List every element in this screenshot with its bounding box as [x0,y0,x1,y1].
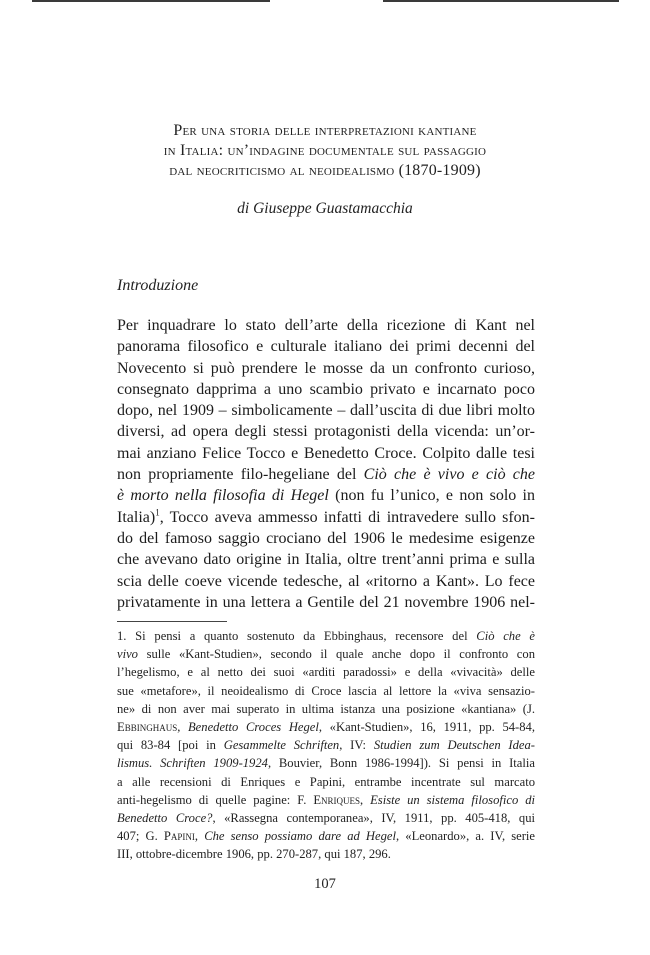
title-line-2: in Italia: un’indagine documentale sul passaggio [163,142,487,159]
author-name-smallcaps: Papini [163,829,195,844]
footnote-line [117,736,535,754]
body-line: do del famoso saggio crociano del 1906 le medesime esigenze [117,529,535,547]
footnote-text: , «Kant-Studien», 16, 1911, pp. 54-84, [318,720,535,735]
footnote-line: a alle recensioni di Enriques e Papini, entrambe incentrate sul marcato [117,774,535,789]
header-rule-left [32,0,270,2]
footnote-text: , [194,829,205,844]
footnote-line [117,718,535,736]
footnote-line [117,827,535,845]
body-line: mai anziano Felice Tocco e Benedetto Croce. Colpito dalle tesi [117,444,535,462]
footnote-italic: Che senso possiamo dare ad Hegel [204,829,396,844]
header-rule-right [383,0,619,2]
footnote-line: ne» di non aver mai superato in ultima istanza una posizione «kantiana» (J. [117,701,535,716]
footnote-text: , IV: [339,738,374,753]
footnote-text: , «Rassegna contemporanea», IV, 1911, pp. 405-418, qui [212,811,535,826]
footnote-italic: vivo [117,647,138,662]
body-line [117,485,535,506]
footnote-italic: lismus. Schriften 1909-1924 [117,756,268,771]
body-line: panorama filosofico e culturale italiano dei primi decenni del [117,338,535,356]
footnote-italic: Benedetto Croce? [117,811,213,826]
footnote-italic: Ciò che è [476,629,535,643]
title-line-1: Per una storia delle interpretazioni kantiane [173,122,477,139]
page-number: 107 [314,876,336,892]
footnote-line [117,645,535,663]
body-text-segment: Italia) [117,508,156,526]
book-title-italic: Ciò che è vivo e ciò che [363,466,536,484]
footnote-text: , Bouvier, Bonn 1986-1994]). Si pensi in Italia [267,756,535,771]
footnote-text: anti-hegelismo di quelle pagine: F. [117,792,314,807]
footnote-1 [117,627,535,864]
body-line: Per inquadrare lo stato dell’arte della ricezione di Kant nel [117,317,535,334]
article-title [100,121,550,181]
article-author: di Giuseppe Guastamacchia [237,200,413,217]
footnote-line [117,627,535,645]
body-line: diversi, ad opera degli stessi protagonisti della vicenda: un’or- [117,423,535,441]
body-line: consegnato dapprima a uno scambio privato e incarnato poco [117,380,535,398]
footnote-line: sue «metafore», il neoidealismo di Croce lascia al lettore la «viva sensazio- [117,683,535,698]
footnote-separator [117,621,227,622]
footnote-text: sulle «Kant-Studien», secondo il quale anche dopo il confronto con [137,647,535,662]
body-text-segment: non propriamente filo-hegeliane del [117,466,364,484]
body-line: dopo, nel 1909 – simbolicamente – dall’uscita di due libri molto [117,402,535,420]
footnote-reference: 1 [155,507,160,518]
footnote-text: 407; G. [117,829,164,844]
body-paragraph [117,315,535,613]
book-title-italic: è morto nella filosofia di Hegel [117,487,329,505]
footnote-text: Si pensi a quanto sostenuto da Ebbinghaus, recensore del [135,629,477,643]
body-line: che avevano dato origine in Italia, oltre trent’anni prima e sulla [117,551,535,569]
body-line [117,507,535,528]
footnote-text: , «Leonardo», a. IV, serie [396,829,535,844]
footnote-italic: Esiste un sistema filosofico di [370,792,535,807]
body-text-segment: , Tocco aveva ammesso infatti di intravedere sullo sfon- [159,508,535,526]
footnote-line [117,791,535,809]
footnote-italic: , Benedetto Croces Hegel [177,720,319,735]
body-line: scia delle coeve vicende tedesche, al «ritorno a Kant». Lo fece [117,572,535,590]
footnote-italic: Studien zum Deutschen Idea- [373,738,535,753]
footnote-line [117,809,535,827]
footnote-line: l’hegelismo, e al netto dei suoi «arditi paradossi» e della «vivacità» delle [117,665,535,680]
footnote-number: 1. [117,629,127,643]
footnote-italic: Gesammelte Schriften [223,738,340,753]
section-heading: Introduzione [117,277,199,294]
footnote-line: III, ottobre-dicembre 1906, pp. 270-287, qui 187, 296. [117,847,391,862]
title-line-3: dal neocriticismo al neoidealismo (1870-1909) [169,162,481,179]
body-line: privatamente in una lettera a Gentile del 21 novembre 1906 nel- [117,593,535,611]
body-line [117,464,535,485]
body-line: Novecento si può prendere le mosse da un confronto curioso, [117,359,535,377]
body-text-segment: (non fu l’unico, e non solo in [328,487,535,505]
footnote-text: qui 83-84 [poi in [117,738,224,753]
footnote-line [117,754,535,772]
author-name-smallcaps: Enriques [313,792,361,807]
author-name-smallcaps: Ebbinghaus [117,720,178,735]
footnote-text: , [360,792,371,807]
